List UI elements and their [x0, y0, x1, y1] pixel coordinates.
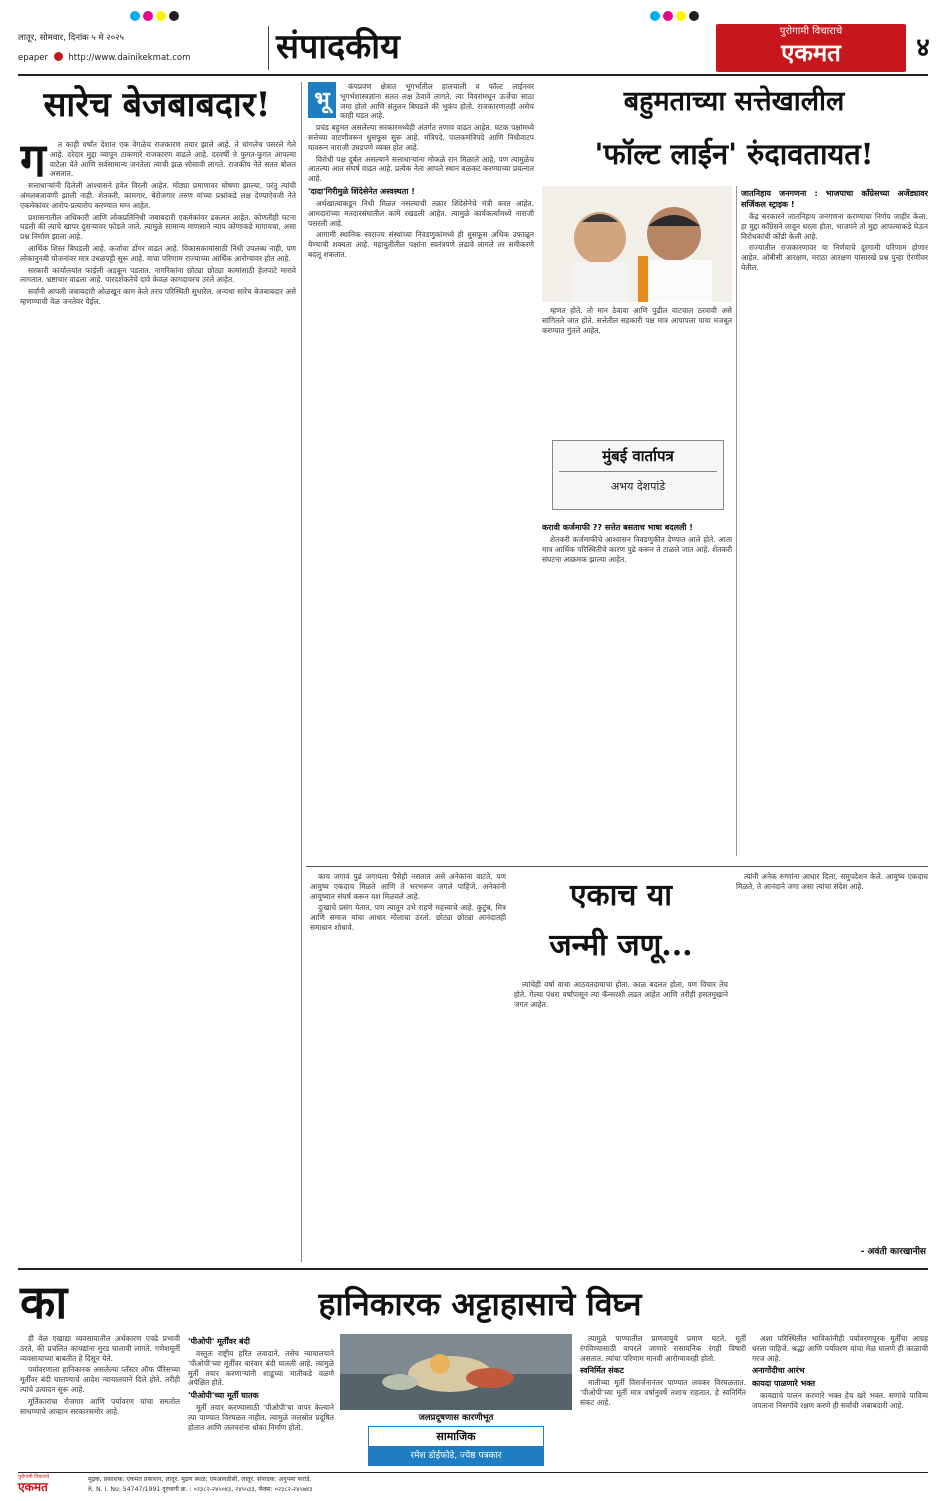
feature-paragraph: म्हणत होते. तो मान ठेवावा आणि पुढील वाटचाल ठरवावी असे सांगितले जात होते. सत्तेतील सहकारी पक्ष मात्र आपापला पाया मजबूत करण्यात गुंतले आहेत.	[542, 306, 732, 335]
editorial-paragraph: सरकारी कार्यालयांत फाईली अडकून पडतात. नागरिकांना छोट्या छोट्या कामांसाठी हेलपाटे मारावे लागतात. भ्रष्टाचार वाढला आहे. पारदर्शकतेचे दावे केवळ कागदावरच उरले आहेत.	[20, 265, 296, 285]
section-rule	[306, 866, 928, 867]
bottom-subhead: 'पीओपी'च्या मूर्ती घातक	[188, 1391, 259, 1401]
bottom-paragraph: अशा परिस्थितीत भाविकांनीही पर्यावरणपूरक मूर्तींचा आग्रह धरला पाहिजे. श्रद्धा आणि पर्यावरण यांचा मेळ घालणे ही काळाची गरज आहे.	[752, 1334, 928, 1363]
editorial-dropcap: ग	[20, 140, 46, 187]
epaper-url: http://www.dainikekmat.com	[68, 53, 191, 63]
editorial-paragraph: सत्ताधाऱ्यांनी दिलेली आश्वासने हवेत विरली आहेत. मोठ्या प्रमाणावर घोषणा झाल्या, परंतु त्यांची अंमलबजावणी झाली नाही. शेतकरी, कामगार, बेरोजगार तरुण यांच्या प्रश्नांकडे लक्ष देण्याऐवजी नेते एकमेकांवर आरोप-प्रत्यारोप करण्यात मग्न आहेत.	[20, 181, 296, 210]
bottom-paragraph: मूर्ती तयार करण्यासाठी 'पीओपी'चा वापर केल्याने त्या पाण्यात विरघळत नाहीत. त्यामुळे जलस्रोत प्रदूषित होतात आणि जलचरांना धोका निर्माण होतो.	[188, 1403, 334, 1432]
bottom-paragraph: ही वेळ एखाद्या व्यवसायातील अर्थकारण एवढे प्रभावी ठरते, की प्रचलित कायद्यांना मुरड घालावी लागते. गणेशमूर्ती व्यवसायाच्या बाबतीत हे दिसून येते.	[20, 1334, 180, 1363]
black-mark	[689, 11, 699, 21]
feature-subhead: जातनिहाय जनगणना : भाजपाचा काँग्रेसच्या अजेंड्यावर सर्जिकल स्ट्राइक !	[741, 189, 928, 209]
globe-icon	[54, 52, 63, 61]
bottom-paragraph: पर्यावरणाला हानिकारक असलेल्या प्लॅस्टर ऑफ पॅरिसच्या मूर्तींवर बंदी घालण्याचे आदेश न्यायालयाने दिले होते. तरीही त्यांचे उत्पादन सुरू आहे.	[20, 1365, 180, 1394]
yellow-mark	[156, 11, 166, 21]
mid-paragraph: अर्थखात्याकडून निधी मिळत नसल्याची तक्रार शिंदेसेनेचे मंत्री करत आहेत. आमदारांच्या मतदारसंघातील कामे रखडली आहेत. त्यामुळे कार्यकर्त्यांमध्ये नाराजी पसरली आहे.	[308, 198, 534, 228]
footer-rni: R. N. I. No: 54747/1991 दूरध्वनी क्र. : ०२३८२-२४५०४३, २४५५३३, फॅक्स: ०२३८२-२४५७४३	[88, 1486, 313, 1493]
mid-subhead: 'दादा'गिरीमुळे शिंदेसेनेत अस्वस्थता !	[308, 186, 415, 196]
mid-feature-paragraph: दुःखाचे प्रसंग येतात, पण त्यातून उभे राहणे महत्त्वाचे आहे. कुटुंब, मित्र आणि समाज यांचा आधार मोलाचा ठरतो. छोट्या छोट्या आनंदातही समाधान शोधावे.	[310, 903, 506, 932]
bottom-subhead: अनागोंदीचा आरंभ	[752, 1366, 805, 1376]
politicians-photo	[542, 186, 732, 302]
magenta-mark	[143, 11, 153, 21]
black-mark	[169, 11, 179, 21]
mid-feature-author: - अवंती कारखानीस	[860, 1247, 926, 1257]
idol-photo	[340, 1334, 572, 1410]
bottom-dropcap: का	[20, 1275, 68, 1329]
cyan-mark	[650, 11, 660, 21]
mid-paragraph: विरोधी पक्ष दुर्बल असल्याने सत्ताधाऱ्यांना मोकळे रान मिळाले आहे, पण त्यामुळेच आतल्या आत संघर्ष वाढत आहे. प्रत्येक नेता आपले स्थान बळकट करण्याच्या प्रयत्नात आहे.	[308, 154, 534, 184]
bottom-column-box	[368, 1426, 544, 1466]
mid-feature-headline-line2: जन्मी जणू...	[549, 928, 693, 963]
bottom-subhead: 'पीओपी' मूर्तींवर बंदी	[188, 1337, 250, 1346]
feature-headline-line1: बहुमताच्या सत्तेखालील	[623, 86, 845, 117]
bottom-column-title: सामाजिक	[436, 1430, 476, 1443]
column-divider	[301, 82, 302, 1262]
mid-feature-center	[514, 980, 728, 1200]
page-number: ४	[916, 33, 930, 63]
feature-body-right	[741, 186, 928, 856]
color-registration-marks	[130, 6, 210, 18]
column-divider	[736, 186, 737, 856]
magenta-mark	[663, 11, 673, 21]
editorial-paragraph: आर्थिक शिस्त बिघडली आहे. कर्जाचा डोंगर वाढत आहे. विकासकामांसाठी निधी उपलब्ध नाही, पण लोकानुनयी योजनांवर मात्र उधळपट्टी सुरू आहे. याचा परिणाम राज्याच्या आर्थिक आरोग्यावर होत आहे.	[20, 243, 296, 263]
footer-brand-small: पुरोगामी विचाराचे	[18, 1474, 50, 1480]
masthead-logo: एकमत	[781, 38, 841, 67]
tagline: पुरोगामी विचाराचे	[779, 26, 843, 37]
bottom-col-5	[752, 1334, 928, 1466]
column-box	[552, 440, 724, 510]
mid-column-body	[308, 82, 534, 862]
epaper-link[interactable]	[18, 52, 268, 66]
bottom-col-2	[188, 1334, 334, 1450]
mid-feature-headline-line1: एकाच या	[569, 878, 673, 913]
mid-paragraph: कंपप्रवण क्षेत्रात भूगर्भातील हालचाली व फॉल्ट लाईनवर भूगर्भशास्त्रज्ञांना सतत लक्ष ठेवावे लागते. त्या विवरांमधून ऊर्जेचा साठा जमा होतो आणि संतुलन बिघडले की भूकंप होतो. राजकारणातही असेच काही घडत आहे.	[340, 82, 534, 121]
editorial-paragraph: सर्वांनी आपली जबाबदारी ओळखून काम केले तरच परिस्थिती सुधारेल. अन्यथा सारेच बेजबाबदार असे म्हणण्याची वेळ जनतेवर येईल.	[20, 287, 296, 306]
footer-brand: एकमत	[18, 1480, 48, 1494]
feature-paragraph: शेतकरी कर्जमाफीचे आश्वासन निवडणुकीत देण्यात आले होते. आता मात्र आर्थिक परिस्थितीचे कारण पुढे करून ते टाळले जात आहे. शेतकरी संघटना आक्रमक झाल्या आहेत.	[542, 535, 732, 564]
editorial-body	[20, 140, 296, 1260]
color-registration-marks	[650, 6, 730, 18]
feature-body-left-bottom	[542, 520, 732, 860]
bottom-paragraph: कायद्याचे पालन करणारे भक्त हेच खरे भक्त. सणांचे पावित्र्य जपताना निसर्गाचे रक्षण करणे ही सर्वांची जबाबदारी आहे.	[752, 1391, 928, 1411]
editorial-headline: सारेच बेजबाबदार!	[43, 85, 271, 125]
photo-caption: जलप्रदूषणास कारणीभूत	[418, 1413, 494, 1423]
column-author: अभय देशपांडे	[610, 480, 666, 493]
bottom-column-author: रमेश डोईफोडे, ज्येष्ठ पत्रकार	[369, 1446, 543, 1466]
mid-feature-right	[736, 872, 928, 1212]
feature-subhead: करावी कर्जमाफी ?? सत्तेत बसताच भाषा बदलली !	[542, 523, 693, 532]
mid-paragraph: प्रचंड बहुमत असलेल्या सरकारमध्येही अंतर्गत तणाव वाढत आहेत. घटक पक्षांमध्ये सत्तेच्या वाटणीवरून धुसफूस सुरू आहे. मंत्रिपदे, पालकमंत्रिपदे आणि निधीवाटप यावरून नाराजी उघडपणे व्यक्त होत आहे.	[308, 123, 534, 152]
editorial-paragraph: प्रशासनातील अधिकारी आणि लोकप्रतिनिधी जबाबदारी एकमेकांवर ढकलत आहेत. कोणतीही घटना घडली की त्याचे खापर दुसऱ्यावर फोडले जाते. त्यामुळे सामान्य माणसाने न्याय कोणाकडे मागायचा, असा प्रश्न निर्माण झाला आहे.	[20, 212, 296, 242]
bottom-paragraph: मूर्तिकारांचा रोजगार आणि पर्यावरण यांचा समतोल साधण्याचे आव्हान सरकारसमोर आहे.	[20, 1396, 180, 1416]
header-rule	[18, 74, 928, 76]
mid-feature-paragraph: त्यांचेही वर्षा वाचा आठवतदायाचा होता. काळ बदलत होता, पण विचार तेच होते. गेल्या पंधरा वर्षांपासून त्या कॅन्सरशी लढत आहेत आणि तरीही हसतमुखाने जगत आहेत.	[514, 980, 728, 1009]
section-rule	[18, 1268, 928, 1270]
editorial-paragraph: त काही वर्षांत देशात एक वेगळेच राजकारण तयार झाले आहे. ते चांगलेच पसरले गेले आहे. दरेदार मुद्दा व्यापून टाकणारे राजकारण वाढले आहे. दरवर्षी ते फुगत-फुगत आपल्या वाटेला येते आणि सर्वसामान्य जनतेला त्याची झळ सोसावी लागते. राजकीय नेते सतत बोलत असतात.	[49, 140, 296, 179]
bottom-paragraph: मातीच्या मूर्ती विसर्जनानंतर पाण्यात लवकर विरघळतात. 'पीओपी'च्या मूर्ती मात्र वर्षानुवर्षे तशाच राहतात. हे स्वनिर्मित संकट आहे.	[580, 1378, 746, 1407]
mid-feature-paragraph: त्यांनी अनेक रुग्णांना आधार दिला, समुपदेशन केले. आयुष्य एकदाच मिळते, ते आनंदाने जगा असा त्यांचा संदेश आहे.	[736, 872, 928, 891]
mid-paragraph: आगामी स्थानिक स्वराज्य संस्थांच्या निवडणुकांमध्ये ही धुसफूस अधिक उफाळून येण्याची शक्यता आहे. महायुतीतील पक्षांना स्वतंत्रपणे लढावे लागले तर समीकरणे बदलू शकतात.	[308, 230, 534, 259]
bottom-col-1	[20, 1334, 180, 1450]
mid-feature-paragraph: काय जगावं पुढं जगायला पैसेही नसतात असे अनेकांना वाटते. पण आयुष्य एकदाच मिळते आणि ते भरभरून जगले पाहिजे. अनेकांनी आयुष्यात संघर्ष करून यश मिळवले आहे.	[310, 872, 506, 901]
epaper-label: epaper	[18, 53, 48, 63]
header-divider	[268, 26, 269, 70]
column-title: मुंबई वार्तापत्र	[602, 447, 674, 465]
bottom-col-4	[580, 1334, 746, 1466]
bottom-subhead: स्वनिर्मित संकट	[580, 1366, 624, 1376]
mid-dropcap: भू	[308, 82, 336, 118]
feature-paragraph: राज्यातील राजकारणावर या निर्णयाचे दूरगामी परिणाम होणार आहेत. ओबीसी आरक्षण, मराठा आरक्षण यांसारखे प्रश्न पुन्हा ऐरणीवर येतील.	[741, 243, 928, 272]
cyan-mark	[130, 11, 140, 21]
feature-paragraph: केंद्र सरकारने जातनिहाय जनगणना करण्याचा निर्णय जाहीर केला. हा मुद्दा काँग्रेसने लावून धरला होता. भाजपने तो मुद्दा आपल्याकडे घेऊन विरोधकांची कोंडी केली आहे.	[741, 212, 928, 241]
dateline: लातूर, सोमवार, दिनांक ५ मे २०२५	[18, 33, 124, 43]
bottom-subhead: कायदा पाळणारे भक्त	[752, 1379, 816, 1389]
feature-headline-line2: 'फॉल्ट लाईन' रुंदावतायत!	[594, 137, 874, 171]
bottom-paragraph: त्यामुळे पाण्यातील प्राणवायूचे प्रमाण घटते. मूर्ती रंगविण्यासाठी वापरले जाणारे रासायनिक रंगही विषारी असतात. त्यांचा परिणाम मानवी आरोग्यावरही होतो.	[580, 1334, 746, 1363]
footer-brand-box	[18, 1474, 82, 1494]
yellow-mark	[676, 11, 686, 21]
footer-rule	[18, 1472, 928, 1473]
section-title: संपादकीय	[276, 27, 400, 67]
masthead-box	[716, 24, 906, 72]
bottom-headline: हानिकारक अट्टाहासाचे विघ्न	[318, 1285, 642, 1323]
mid-feature-left	[310, 872, 506, 1262]
bottom-paragraph: वस्तुतः राष्ट्रीय हरित लवादाने, तसेच न्यायालयाने 'पीओपी'च्या मूर्तींवर वारंवार बंदी घातली आहे. त्यामुळे मूर्ती तयार करणाऱ्यांनी शाडूच्या मातीकडे वळणे अपेक्षित होते.	[188, 1349, 334, 1388]
footer-imprint: मुद्रक, प्रकाशक: एकमत प्रकाशन, लातूर. मुद्रण स्थळ: एमआयडीसी, लातूर. संपादक: अनुपमा फरांडे.	[88, 1476, 312, 1483]
